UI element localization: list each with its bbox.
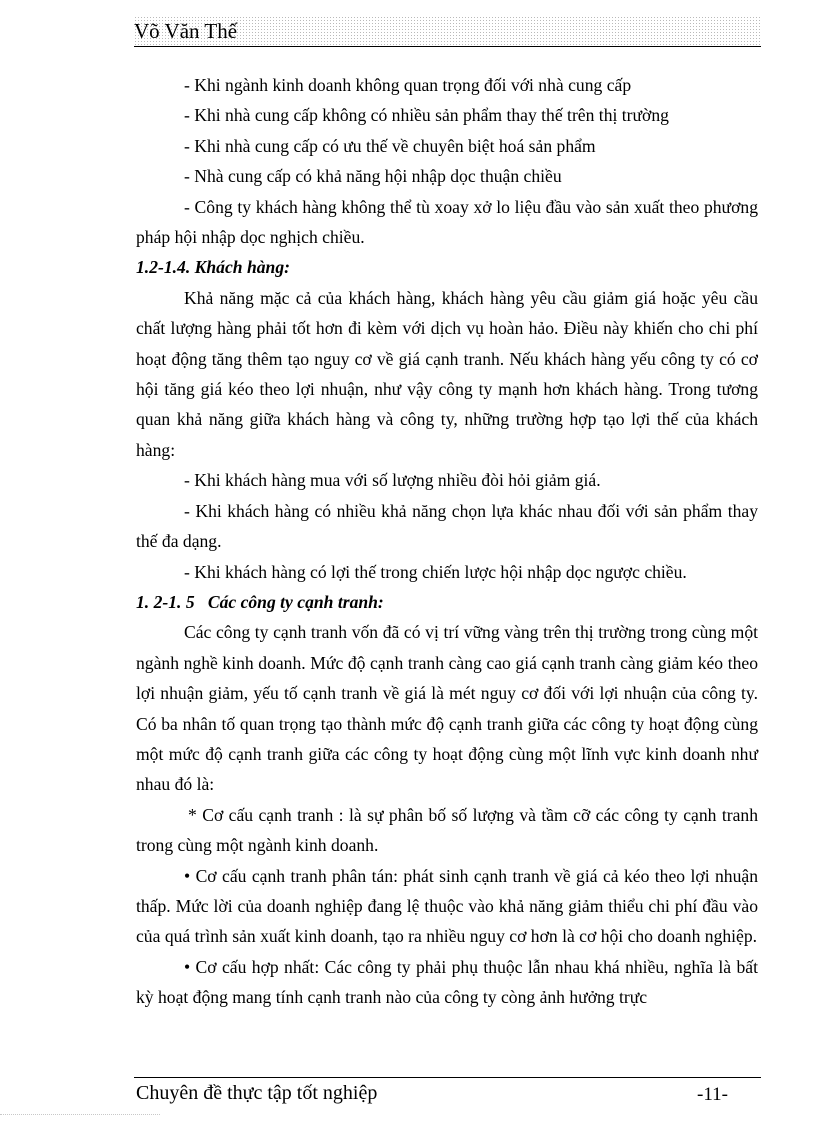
section-heading-competitors: 1. 2-1. 5 Các công ty cạnh tranh: [136, 591, 384, 612]
footer-dotted-rule [0, 1114, 160, 1115]
page-number: -11- [697, 1084, 728, 1105]
paragraph-customers: Khả năng mặc cả của khách hàng, khách hàng yêu cầu giảm giá hoặc yêu cầu chất lượng hàng phải tốt hơn đi kèm với dịch vụ hoàn hảo. Điều này khiến cho chi phí hoạt động tăng thêm tạo nguy cơ về giá cạnh tranh. Nếu khách hàng yếu công ty có cơ hội tăng giá kéo theo lợi nhuận, như vậy công ty mạnh hơn khách hàng. Trong tương quan khả năng giữa khách hàng và công ty, những trường hợp tạo lợi thế của khách hàng: [136, 287, 758, 460]
list-item: * Cơ cấu cạnh tranh : là sự phân bố số lượng và tầm cỡ các công ty cạnh tranh trong cùng một ngành kinh doanh. [136, 804, 758, 856]
list-item: - Khi nhà cung cấp không có nhiều sản phẩm thay thế trên thị trường [184, 105, 669, 126]
list-item: • Cơ cấu cạnh tranh phân tán: phát sinh cạnh tranh về giá cả kéo theo lợi nhuận thấp. Mức lời của doanh nghiệp đang lệ thuộc vào khả năng giảm thiểu chi phí đầu vào của quá trình sản xuất kinh doanh, tạo ra nhiều nguy cơ hơn là cơ hội cho doanh nghiệp. [136, 865, 758, 947]
list-item: - Khi khách hàng có lợi thế trong chiến lược hội nhập dọc ngược chiều. [184, 561, 687, 582]
list-item: - Khi khách hàng mua với số lượng nhiều đòi hỏi giảm giá. [184, 470, 601, 491]
page-header [134, 16, 761, 47]
list-item: • Cơ cấu hợp nhất: Các công ty phải phụ thuộc lẫn nhau khá nhiều, nghĩa là bất kỳ hoạt động mang tính cạnh tranh nào của công ty còng ảnh hưởng trực [136, 956, 758, 1008]
list-item: - Công ty khách hàng không thể tù xoay xở lo liệu đầu vào sản xuất theo phương pháp hội nhập dọc nghịch chiều. [136, 196, 758, 248]
header-title: Võ Văn Thế [134, 19, 238, 43]
list-item: - Nhà cung cấp có khả năng hội nhập dọc thuận chiều [184, 166, 562, 187]
section-heading-customers: 1.2-1.4. Khách hàng: [136, 257, 290, 278]
paragraph-competitors: Các công ty cạnh tranh vốn đã có vị trí vững vàng trên thị trường trong cùng một ngành nghề kinh doanh. Mức độ cạnh tranh càng cao giá cạnh tranh càng giảm kéo theo lợi nhuận giảm, yếu tố cạnh tranh về giá là mét nguy cơ đối với lợi nhuận của công ty. Có ba nhân tố quan trọng tạo thành mức độ cạnh tranh giữa các công ty hoạt động cùng một mức độ cạnh tranh giữa các công ty hoạt động cùng một lĩnh vực kinh doanh như nhau đó là: [136, 622, 758, 795]
list-item: - Khi ngành kinh doanh không quan trọng đối với nhà cung cấp [184, 75, 632, 95]
footer-title: Chuyên đề thực tập tốt nghiệp [136, 1082, 378, 1104]
page-body [136, 70, 758, 1013]
list-item: - Khi khách hàng có nhiều khả năng chọn lựa khác nhau đối với sản phẩm thay thế đa dạng. [136, 500, 758, 552]
list-item: - Khi nhà cung cấp có ưu thế về chuyên biệt hoá sản phẩm [184, 135, 596, 156]
page-footer [134, 1077, 761, 1112]
